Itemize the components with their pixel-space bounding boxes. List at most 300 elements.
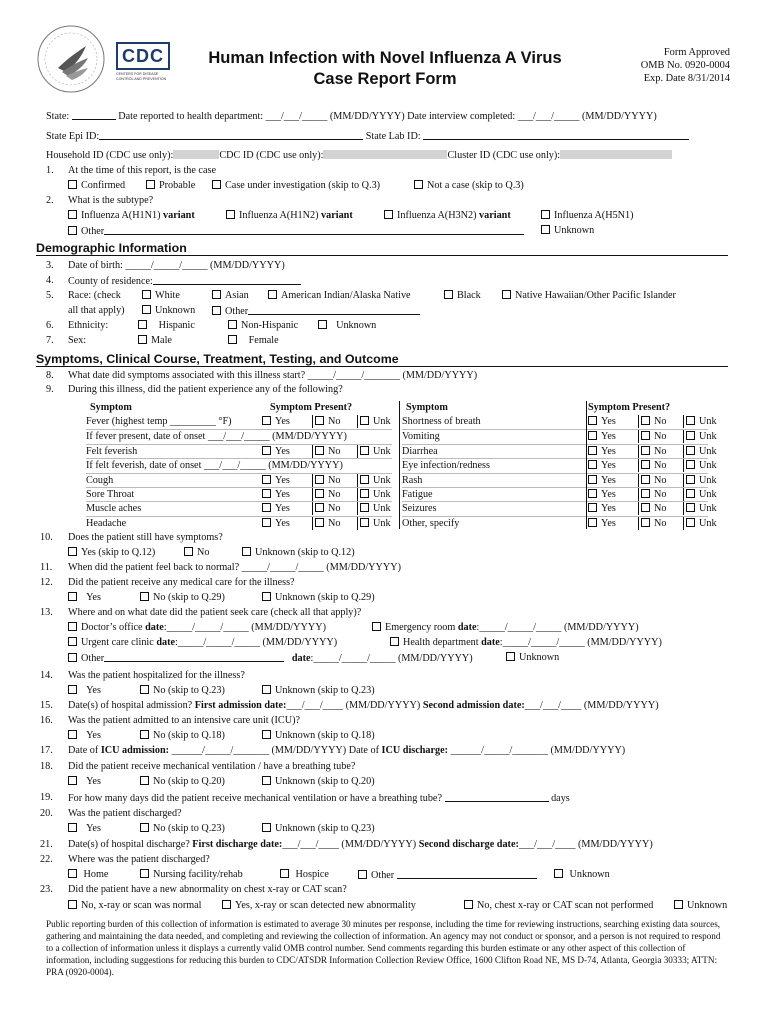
q4-number: 4.	[46, 275, 54, 286]
q2-h3n2-variant: variant	[479, 210, 511, 221]
eth-nonhispanic-checkbox[interactable]	[228, 320, 237, 329]
q2-other-field[interactable]	[104, 225, 524, 235]
q13-health-dept-date: :_____/_____/_____ (MM/DD/YYYY)	[499, 637, 662, 648]
col-symptom-right: Symptom	[406, 402, 448, 413]
q5-text-b: all that apply)	[68, 305, 125, 316]
q22-other-field[interactable]	[397, 869, 537, 879]
right-6-unk-checkbox-6[interactable]	[686, 503, 695, 512]
q19-text: For how many days did the patient receive mechanical ventilation or have a breathing tube?	[68, 793, 442, 804]
q19-days-label: days	[551, 793, 570, 804]
race-other-label: Other	[225, 306, 249, 317]
q22-other-label: Other	[371, 870, 395, 881]
q12-no-checkbox[interactable]	[140, 592, 149, 601]
q16-no-checkbox[interactable]	[140, 730, 149, 739]
q13-urgent-date-word: date	[156, 637, 176, 648]
right-6-no-checkbox-6[interactable]	[641, 503, 650, 512]
household-id-label: Household ID (CDC use only):	[46, 150, 174, 161]
q13-doctor-label: Doctor’s office	[81, 622, 146, 633]
state-lab-field[interactable]	[423, 130, 689, 140]
symptom-row	[86, 429, 392, 444]
race-white-label: White	[155, 290, 180, 301]
q13-doctor-date-word: date	[145, 622, 164, 633]
right-5-no-checkbox-5[interactable]	[641, 489, 650, 498]
q13-health-dept-label: Health department	[403, 637, 482, 648]
right-7-unk-label: Unk	[699, 517, 717, 529]
q10-no-label: No	[197, 547, 210, 558]
sex-female-checkbox[interactable]	[228, 335, 237, 344]
symptom-name: Seizures	[402, 503, 437, 515]
left-6-unk-label: Unk	[373, 503, 391, 515]
form-title	[180, 48, 590, 90]
q18-yes-checkbox[interactable]	[68, 776, 77, 785]
left-4-unk-label: Unk	[373, 474, 391, 486]
left-7-yes-checkbox-7[interactable]	[262, 518, 271, 527]
q18-unknown-checkbox[interactable]	[262, 776, 271, 785]
race-aian-checkbox[interactable]	[268, 290, 277, 299]
cdc-logo	[116, 42, 172, 84]
symptom-row	[402, 516, 717, 531]
q1-text: At the time of this report, is the case	[68, 165, 216, 176]
symptom-row	[402, 444, 717, 459]
race-black-label: Black	[457, 290, 481, 301]
right-1-unk-label: Unk	[699, 431, 717, 443]
q13-unknown-label: Unknown	[519, 652, 560, 663]
q23-unknown-label: Unknown	[687, 900, 728, 911]
q16-yes-label: Yes	[86, 730, 101, 741]
date-interview: Date interview completed: ___/___/_____ (MM/DD/YYYY)	[407, 111, 657, 122]
symptom-row	[402, 473, 717, 488]
right-7-no-label: No	[654, 517, 667, 529]
left-4-unk-checkbox-4[interactable]	[360, 475, 369, 484]
q14-number: 14.	[40, 670, 53, 681]
left-0-no-label: No	[328, 416, 341, 427]
county-field[interactable]	[153, 275, 301, 285]
q20-yes-checkbox[interactable]	[68, 823, 77, 832]
q7-number: 7.	[46, 335, 54, 346]
race-other-checkbox[interactable]	[212, 306, 221, 315]
q1-notcase-checkbox[interactable]	[414, 180, 423, 189]
eth-hispanic-checkbox[interactable]	[138, 320, 147, 329]
q2-h5n1-checkbox[interactable]	[541, 210, 550, 219]
symptom-name: Muscle aches	[86, 503, 142, 515]
right-1-no-checkbox-1[interactable]	[641, 431, 650, 440]
q1-cui-checkbox[interactable]	[212, 180, 221, 189]
q20-text: Was the patient discharged?	[68, 808, 182, 819]
left-4-yes-label: Yes	[275, 474, 290, 486]
left-4-no-checkbox-4[interactable]	[315, 475, 324, 484]
left-0-unk-checkbox-0[interactable]	[360, 416, 369, 425]
q21-first-date: ___/___/____ (MM/DD/YYYY)	[282, 839, 419, 850]
q9-number: 9.	[46, 384, 54, 395]
q22-hospice-checkbox[interactable]	[280, 869, 289, 878]
symptom-onset-date: If fever present, date of onset ___/___/_____ (MM/DD/YYYY)	[86, 431, 347, 443]
symptom-name: Headache	[86, 517, 127, 529]
right-4-no-checkbox-4[interactable]	[641, 475, 650, 484]
right-5-no-label: No	[654, 489, 667, 500]
symptom-row	[86, 487, 392, 502]
q23-normal-label: No, x-ray or scan was normal	[81, 900, 202, 911]
right-0-unk-checkbox-0[interactable]	[686, 416, 695, 425]
symptom-table-divider	[399, 401, 400, 529]
q10-yes-checkbox[interactable]	[68, 547, 77, 556]
omb-approval	[641, 46, 730, 85]
q1-probable-checkbox[interactable]	[146, 180, 155, 189]
q13-other-date-word: date	[291, 653, 311, 664]
q13-health-dept-date-word: date	[481, 637, 500, 648]
q18-text: Did the patient receive mechanical ventilation / have a breathing tube?	[68, 761, 356, 772]
q13-doctor-date: :_____/_____/_____ (MM/DD/YYYY)	[163, 622, 326, 633]
cdc-logo-subtext: CENTERS FOR DISEASE CONTROL AND PREVENTION	[116, 72, 167, 81]
right-4-yes-label: Yes	[601, 474, 616, 486]
right-0-no-checkbox-0[interactable]	[641, 416, 650, 425]
symptom-row	[86, 415, 392, 429]
q1-probable-label: Probable	[159, 180, 196, 191]
q14-yes-checkbox[interactable]	[68, 685, 77, 694]
q17-icu-discharge-date: ______/_____/_______ (MM/DD/YYYY)	[448, 745, 626, 756]
q14-no-checkbox[interactable]	[140, 685, 149, 694]
q1-confirmed-checkbox[interactable]	[68, 180, 77, 189]
symptoms-heading: Symptoms, Clinical Course, Treatment, Testing, and Outcome	[36, 352, 728, 367]
q15-number: 15.	[40, 700, 53, 711]
left-2-yes-label: Yes	[275, 445, 290, 457]
q12-text: Did the patient receive any medical care for the illness?	[68, 577, 295, 588]
race-black-checkbox[interactable]	[444, 290, 453, 299]
q20-unknown-checkbox[interactable]	[262, 823, 271, 832]
right-2-unk-checkbox-2[interactable]	[686, 446, 695, 455]
q16-no-label: No (skip to Q.18)	[153, 730, 225, 741]
eth-unknown-label: Unknown	[336, 320, 377, 331]
q1-cui-label: Case under investigation (skip to Q.3)	[225, 180, 381, 191]
q22-other-checkbox[interactable]	[358, 870, 367, 879]
date-reported: Date reported to health department: ___/___/_____ (MM/DD/YYYY)	[118, 111, 405, 122]
q13-doctor-checkbox[interactable]	[68, 622, 77, 631]
sex-female-label: Female	[248, 335, 279, 346]
race-asian-label: Asian	[225, 290, 249, 301]
household-id-field	[173, 150, 219, 159]
q21-first-label: First discharge date:	[192, 839, 283, 850]
symptom-name: Eye infection/redness	[402, 460, 490, 472]
right-3-yes-checkbox-3[interactable]	[588, 460, 597, 469]
symptom-name: Fever (highest temp _________ °F)	[86, 416, 232, 427]
q17-icu-discharge-label: ICU discharge:	[381, 745, 449, 756]
q20-yes-label: Yes	[86, 823, 101, 834]
state-field[interactable]	[72, 110, 116, 120]
left-2-unk-label: Unk	[373, 445, 391, 457]
symptom-row	[86, 473, 392, 488]
left-5-no-label: No	[328, 489, 341, 500]
q16-unknown-label: Unknown (skip to Q.18)	[275, 730, 375, 741]
q12-number: 12.	[40, 577, 53, 588]
left-2-unk-checkbox-2[interactable]	[360, 446, 369, 455]
left-2-yes-checkbox-2[interactable]	[262, 446, 271, 455]
left-6-yes-checkbox-6[interactable]	[262, 503, 271, 512]
right-0-yes-checkbox-0[interactable]	[588, 416, 597, 425]
left-7-yes-label: Yes	[275, 517, 290, 529]
symptom-onset-date: If felt feverish, date of onset ___/___/_____ (MM/DD/YYYY)	[86, 460, 343, 472]
left-0-yes-label: Yes	[275, 416, 290, 427]
q15-first-label: First admission date:	[194, 700, 287, 711]
race-nhpi-label: Native Hawaiian/Other Pacific Islander	[515, 290, 676, 301]
q11-text: When did the patient feel back to normal? _____/_____/_____ (MM/DD/YYYY)	[68, 562, 402, 573]
q19-number: 19.	[40, 792, 53, 803]
race-asian-checkbox[interactable]	[212, 290, 221, 299]
right-5-yes-label: Yes	[601, 489, 616, 500]
left-4-yes-checkbox-4[interactable]	[262, 475, 271, 484]
q16-number: 16.	[40, 715, 53, 726]
q22-nursing-label: Nursing facility/rehab	[153, 869, 243, 880]
q6-number: 6.	[46, 320, 54, 331]
symptom-row	[86, 444, 392, 459]
q13-other-field[interactable]	[104, 652, 284, 662]
q18-unknown-label: Unknown (skip to Q.20)	[275, 776, 375, 787]
symptom-row	[402, 487, 717, 502]
right-6-unk-label: Unk	[699, 503, 717, 515]
q23-abnormal-checkbox[interactable]	[222, 900, 231, 909]
q14-text: Was the patient hospitalized for the illness?	[68, 670, 245, 681]
right-2-no-checkbox-2[interactable]	[641, 446, 650, 455]
eth-hispanic-label: Hispanic	[158, 320, 195, 331]
symptom-name: Vomiting	[402, 431, 440, 443]
q2-unknown-label: Unknown	[554, 225, 595, 236]
symptom-name: Felt feverish	[86, 445, 138, 457]
right-2-yes-checkbox-2[interactable]	[588, 446, 597, 455]
left-0-yes-checkbox-0[interactable]	[262, 416, 271, 425]
q18-no-checkbox[interactable]	[140, 776, 149, 785]
right-1-yes-label: Yes	[601, 431, 616, 443]
q2-h1n2-checkbox[interactable]	[226, 210, 235, 219]
q10-no-checkbox[interactable]	[184, 547, 193, 556]
q14-no-label: No (skip to Q.23)	[153, 685, 225, 696]
right-7-yes-checkbox-7[interactable]	[588, 518, 597, 527]
cdc-id-field	[323, 150, 447, 159]
q21-second-label: Second discharge date:	[418, 839, 519, 850]
symptom-table-divider-2	[586, 401, 587, 529]
q13-other-date: :_____/_____/_____ (MM/DD/YYYY)	[310, 653, 473, 664]
left-7-unk-checkbox-7[interactable]	[360, 518, 369, 527]
q1-number: 1.	[46, 165, 54, 176]
q12-unknown-checkbox[interactable]	[262, 592, 271, 601]
sex-male-label: Male	[151, 335, 172, 346]
q23-unknown-checkbox[interactable]	[674, 900, 683, 909]
q15-second-date: ___/___/____ (MM/DD/YYYY)	[524, 700, 659, 711]
q20-unknown-label: Unknown (skip to Q.23)	[275, 823, 375, 834]
symptom-row	[402, 501, 717, 516]
eth-unknown-checkbox[interactable]	[318, 320, 327, 329]
q23-notperformed-label: No, chest x-ray or CAT scan not performed	[477, 900, 654, 911]
approval-line3: Exp. Date 8/31/2014	[643, 73, 730, 84]
symptom-row	[86, 458, 392, 473]
q19-days-field[interactable]	[445, 792, 549, 802]
q2-h3n2-checkbox[interactable]	[384, 210, 393, 219]
q17-text: Date of	[68, 745, 101, 756]
q2-unknown-checkbox[interactable]	[541, 225, 550, 234]
left-6-yes-label: Yes	[275, 503, 290, 515]
q13-er-checkbox[interactable]	[372, 622, 381, 631]
right-4-unk-checkbox-4[interactable]	[686, 475, 695, 484]
q2-h1n1-variant: variant	[163, 210, 195, 221]
q12-unknown-label: Unknown (skip to Q.29)	[275, 592, 375, 603]
q22-nursing-checkbox[interactable]	[140, 869, 149, 878]
q2-text: What is the subtype?	[68, 195, 154, 206]
race-other-field[interactable]	[248, 305, 420, 315]
q2-h5n1-label: Influenza A(H5N1)	[554, 210, 634, 221]
state-lab-label: State Lab ID:	[365, 131, 421, 142]
q10-number: 10.	[40, 532, 53, 543]
right-4-yes-checkbox-4[interactable]	[588, 475, 597, 484]
q4-text: County of residence:	[68, 276, 153, 287]
col-present-right: Symptom Present?	[588, 402, 671, 413]
left-0-no-checkbox-0[interactable]	[315, 416, 324, 425]
q10-yes-label: Yes (skip to Q.12)	[81, 547, 156, 558]
left-5-unk-label: Unk	[373, 489, 391, 500]
symptom-row	[402, 415, 717, 429]
q20-number: 20.	[40, 808, 53, 819]
race-unknown-label: Unknown	[155, 305, 196, 316]
symptom-name: Other, specify	[402, 517, 460, 529]
q23-notperformed-checkbox[interactable]	[464, 900, 473, 909]
left-0-unk-label: Unk	[373, 416, 391, 427]
left-5-yes-label: Yes	[275, 489, 290, 500]
q15-first-date: ___/___/____ (MM/DD/YYYY)	[286, 700, 423, 711]
left-6-unk-checkbox-6[interactable]	[360, 503, 369, 512]
q12-yes-label: Yes	[86, 592, 101, 603]
q18-number: 18.	[40, 761, 53, 772]
q10-unknown-checkbox[interactable]	[242, 547, 251, 556]
right-3-no-checkbox-3[interactable]	[641, 460, 650, 469]
left-5-yes-checkbox-5[interactable]	[262, 489, 271, 498]
right-4-unk-label: Unk	[699, 474, 717, 486]
q12-yes-checkbox[interactable]	[68, 592, 77, 601]
symptom-name: Rash	[402, 474, 423, 486]
cdc-logo-text: CDC	[122, 46, 164, 66]
q16-yes-checkbox[interactable]	[68, 730, 77, 739]
right-5-yes-checkbox-5[interactable]	[588, 489, 597, 498]
symptom-row	[86, 501, 392, 516]
symptom-row	[402, 458, 717, 473]
q22-number: 22.	[40, 854, 53, 865]
right-1-unk-checkbox-1[interactable]	[686, 431, 695, 440]
q23-text: Did the patient have a new abnormality on chest x-ray or CAT scan?	[68, 884, 347, 895]
left-6-no-checkbox-6[interactable]	[315, 503, 324, 512]
q22-unknown-label: Unknown	[569, 869, 610, 880]
cluster-id-field	[560, 150, 672, 159]
right-2-yes-label: Yes	[601, 445, 616, 457]
q15-text: Date(s) of hospital admission?	[68, 700, 195, 711]
q16-unknown-checkbox[interactable]	[262, 730, 271, 739]
state-epi-field[interactable]	[99, 130, 363, 140]
q23-number: 23.	[40, 884, 53, 895]
race-unknown-checkbox[interactable]	[142, 305, 151, 314]
q18-yes-label: Yes	[86, 776, 101, 787]
q16-text: Was the patient admitted to an intensive care unit (ICU)?	[68, 715, 300, 726]
q11-number: 11.	[40, 562, 53, 573]
left-2-no-checkbox-2[interactable]	[315, 446, 324, 455]
right-3-yes-label: Yes	[601, 460, 616, 472]
left-4-no-label: No	[328, 474, 341, 486]
q13-other-label: Other	[81, 653, 105, 664]
q8-number: 8.	[46, 370, 54, 381]
race-nhpi-checkbox[interactable]	[502, 290, 511, 299]
race-white-checkbox[interactable]	[142, 290, 151, 299]
race-aian-label: American Indian/Alaska Native	[281, 290, 411, 301]
q13-urgent-label: Urgent care clinic	[81, 637, 157, 648]
q7-text: Sex:	[68, 335, 87, 346]
q18-no-label: No (skip to Q.20)	[153, 776, 225, 787]
right-3-unk-checkbox-3[interactable]	[686, 460, 695, 469]
right-1-yes-checkbox-1[interactable]	[588, 431, 597, 440]
q17-icu-admission-date: ______/_____/_______ (MM/DD/YYYY) Date of	[169, 745, 382, 756]
approval-line1: Form Approved	[663, 47, 730, 58]
right-6-yes-checkbox-6[interactable]	[588, 503, 597, 512]
q20-no-label: No (skip to Q.23)	[153, 823, 225, 834]
symptom-name: Cough	[86, 474, 114, 486]
q13-unknown-checkbox[interactable]	[506, 652, 515, 661]
left-7-unk-label: Unk	[373, 517, 391, 529]
q6-text: Ethnicity:	[68, 320, 109, 331]
q14-unknown-checkbox[interactable]	[262, 685, 271, 694]
sex-male-checkbox[interactable]	[138, 335, 147, 344]
right-4-no-label: No	[654, 474, 667, 486]
q13-other-checkbox[interactable]	[68, 653, 77, 662]
q1-confirmed-label: Confirmed	[81, 180, 126, 191]
symptom-row	[402, 429, 717, 444]
right-3-no-label: No	[654, 460, 667, 472]
right-0-yes-label: Yes	[601, 416, 616, 427]
state-epi-label: State Epi ID:	[46, 131, 100, 142]
q23-normal-checkbox[interactable]	[68, 900, 77, 909]
q13-urgent-date: :_____/_____/_____ (MM/DD/YYYY)	[175, 637, 338, 648]
left-6-no-label: No	[328, 503, 341, 515]
q17-number: 17.	[40, 745, 53, 756]
q2-other-checkbox[interactable]	[68, 226, 77, 235]
q20-no-checkbox[interactable]	[140, 823, 149, 832]
left-5-no-checkbox-5[interactable]	[315, 489, 324, 498]
hhs-seal	[36, 24, 106, 94]
right-7-no-checkbox-7[interactable]	[641, 518, 650, 527]
right-7-yes-label: Yes	[601, 517, 616, 529]
right-5-unk-checkbox-5[interactable]	[686, 489, 695, 498]
symptom-name: Sore Throat	[86, 489, 135, 500]
q13-health-dept-checkbox[interactable]	[390, 637, 399, 646]
q22-unknown-checkbox[interactable]	[554, 869, 563, 878]
q13-er-label: Emergency room	[385, 622, 458, 633]
q8-text: What date did symptoms associated with this illness start? _____/_____/_______ (MM/DD/YYYY)	[68, 370, 478, 381]
q5-text-a: Race: (check	[68, 290, 121, 301]
q21-second-date: ___/___/____ (MM/DD/YYYY)	[518, 839, 653, 850]
form-title-line2: Case Report Form	[313, 70, 457, 88]
right-1-no-label: No	[654, 431, 667, 443]
q2-other-label: Other	[81, 226, 105, 237]
q2-h1n1-checkbox[interactable]	[68, 210, 77, 219]
q1-notcase-label: Not a case (skip to Q.3)	[427, 180, 524, 191]
right-2-unk-label: Unk	[699, 445, 717, 457]
col-present-left: Symptom Present?	[270, 402, 353, 413]
q15-second-label: Second admission date:	[422, 700, 525, 711]
q13-text: Where and on what date did the patient seek care (check all that apply)?	[68, 607, 362, 618]
q22-home-label: Home	[83, 869, 109, 880]
q13-er-date-word: date	[457, 622, 477, 633]
symptom-name: Diarrhea	[402, 445, 438, 457]
right-0-no-label: No	[654, 416, 667, 427]
q9-text: During this illness, did the patient experience any of the following?	[68, 384, 343, 395]
q13-urgent-checkbox[interactable]	[68, 637, 77, 646]
q22-home-checkbox[interactable]	[68, 869, 77, 878]
right-7-unk-checkbox-7[interactable]	[686, 518, 695, 527]
right-0-unk-label: Unk	[699, 416, 717, 427]
left-5-unk-checkbox-5[interactable]	[360, 489, 369, 498]
symptom-name: Shortness of breath	[402, 416, 481, 427]
left-7-no-checkbox-7[interactable]	[315, 518, 324, 527]
